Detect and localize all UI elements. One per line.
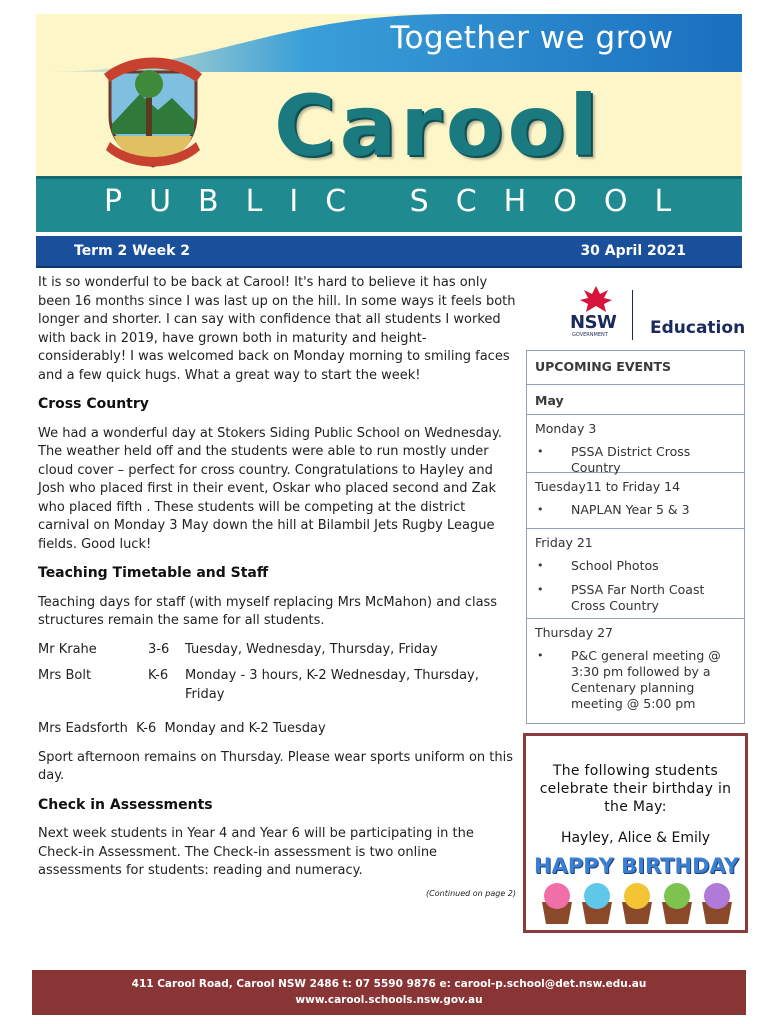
cupcakes-icon bbox=[536, 880, 736, 926]
table-row bbox=[38, 667, 516, 712]
staff-days: Tuesday, Wednesday, Thursday, Friday bbox=[185, 641, 438, 657]
sport-paragraph: Sport afternoon remains on Thursday. Please wear sports uniform on this day. bbox=[38, 749, 514, 783]
event-item: • P&C general meeting @ 3:30 pm followed by a Centenary planning meeting @ 5:00 pm bbox=[535, 648, 736, 712]
events-month: May bbox=[527, 385, 744, 415]
check-in-body: Next week students in Year 4 and Year 6 will be participating in the Check-in Assessment. The Check-in assessment is two online assessments for students: reading and numeracy. bbox=[38, 826, 474, 878]
events-title: UPCOMING EVENTS bbox=[527, 351, 744, 385]
birthday-panel bbox=[523, 733, 748, 933]
event-item: • NAPLAN Year 5 & 3 bbox=[535, 502, 736, 518]
event-group bbox=[527, 529, 744, 619]
masthead bbox=[36, 14, 742, 232]
staff-name: Mr Krahe bbox=[38, 641, 97, 657]
table-row bbox=[38, 641, 516, 668]
happy-birthday-banner bbox=[534, 854, 739, 878]
event-group bbox=[527, 619, 744, 726]
staff-name: Mrs Bolt bbox=[38, 668, 92, 683]
event-day: Friday 21 bbox=[535, 535, 593, 550]
tagline: Together we grow bbox=[390, 20, 674, 56]
nsw-wordmark: NSW bbox=[570, 312, 617, 333]
term-week: Term 2 Week 2 bbox=[74, 243, 191, 259]
issue-date: 30 April 2021 bbox=[580, 243, 686, 259]
government-label: GOVERNMENT bbox=[572, 332, 608, 338]
event-group bbox=[527, 415, 744, 473]
logo-divider bbox=[632, 290, 633, 340]
section-heading-cross-country: Cross Country bbox=[38, 396, 149, 412]
nsw-education-logo bbox=[566, 282, 746, 342]
staff-grade: 3-6 bbox=[148, 641, 170, 657]
birthday-message: The following students celebrate their birthday in the May: bbox=[539, 763, 732, 815]
education-label: Education bbox=[650, 318, 746, 338]
upcoming-events-panel bbox=[526, 350, 745, 724]
footer-contact: 411 Carool Road, Carool NSW 2486 t: 07 5590 9876 e: carool-p.school@det.nsw.edu.au bbox=[131, 978, 647, 990]
school-crest-icon bbox=[100, 54, 206, 172]
school-subtitle: PUBLIC SCHOOL bbox=[104, 184, 699, 219]
main-content bbox=[38, 274, 516, 903]
event-group bbox=[527, 473, 744, 529]
footer bbox=[32, 970, 746, 1015]
staff-grade: K-6 bbox=[148, 668, 169, 683]
event-day: Monday 3 bbox=[535, 421, 597, 436]
school-name: Carool bbox=[274, 77, 602, 175]
cross-country-body: We had a wonderful day at Stokers Siding Public School on Wednesday. The weather held off and the students were able to run mostly under cloud cover – perfect for cross country. Congratulations to Hayley and Josh who placed first in their event, Oskar who placed second and Zak who placed fifth . These students will be competing at the district carnival on Monday 3 May down the hill at Bilambil Jets Rugby League fields. Good luck! bbox=[38, 425, 502, 552]
footer-website[interactable]: www.carool.schools.nsw.gov.au bbox=[295, 994, 483, 1006]
staff-table bbox=[38, 641, 516, 713]
staff-eadsforth: Mrs Eadsforth K-6 Monday and K-2 Tuesday bbox=[38, 721, 326, 736]
happy-birthday-text: HAPPY BIRTHDAY bbox=[534, 854, 739, 878]
birthday-names: Hayley, Alice & Emily bbox=[560, 830, 711, 846]
intro-paragraph: It is so wonderful to be back at Carool! It's hard to believe it has only been 16 months since I was last up on the hill. In some ways it feels both longer and shorter. I can say with confidence that all students I worked with back in 2019, have grown both in maturity and height- considerably! I was welcomed back on Monday morning to smiling faces and a few quick hugs. What a great way to start the week! bbox=[38, 275, 516, 383]
term-bar bbox=[36, 236, 742, 268]
section-heading-timetable: Teaching Timetable and Staff bbox=[38, 565, 269, 581]
timetable-intro: Teaching days for staff (with myself replacing Mrs McMahon) and class structures remain the same for all students. bbox=[38, 594, 498, 628]
waratah-icon bbox=[576, 284, 616, 314]
staff-days: Monday - 3 hours, K-2 Wednesday, Thursday, Friday bbox=[185, 668, 479, 702]
event-item: • PSSA District Cross Country bbox=[535, 444, 736, 476]
event-item: • School Photos bbox=[535, 558, 736, 574]
event-day: Thursday 27 bbox=[535, 625, 614, 640]
continued-note: (Continued on page 2) bbox=[426, 888, 516, 898]
event-item: • PSSA Far North Coast Cross Country bbox=[535, 582, 736, 614]
event-day: Tuesday11 to Friday 14 bbox=[535, 479, 681, 494]
section-heading-check-in: Check in Assessments bbox=[38, 796, 213, 813]
